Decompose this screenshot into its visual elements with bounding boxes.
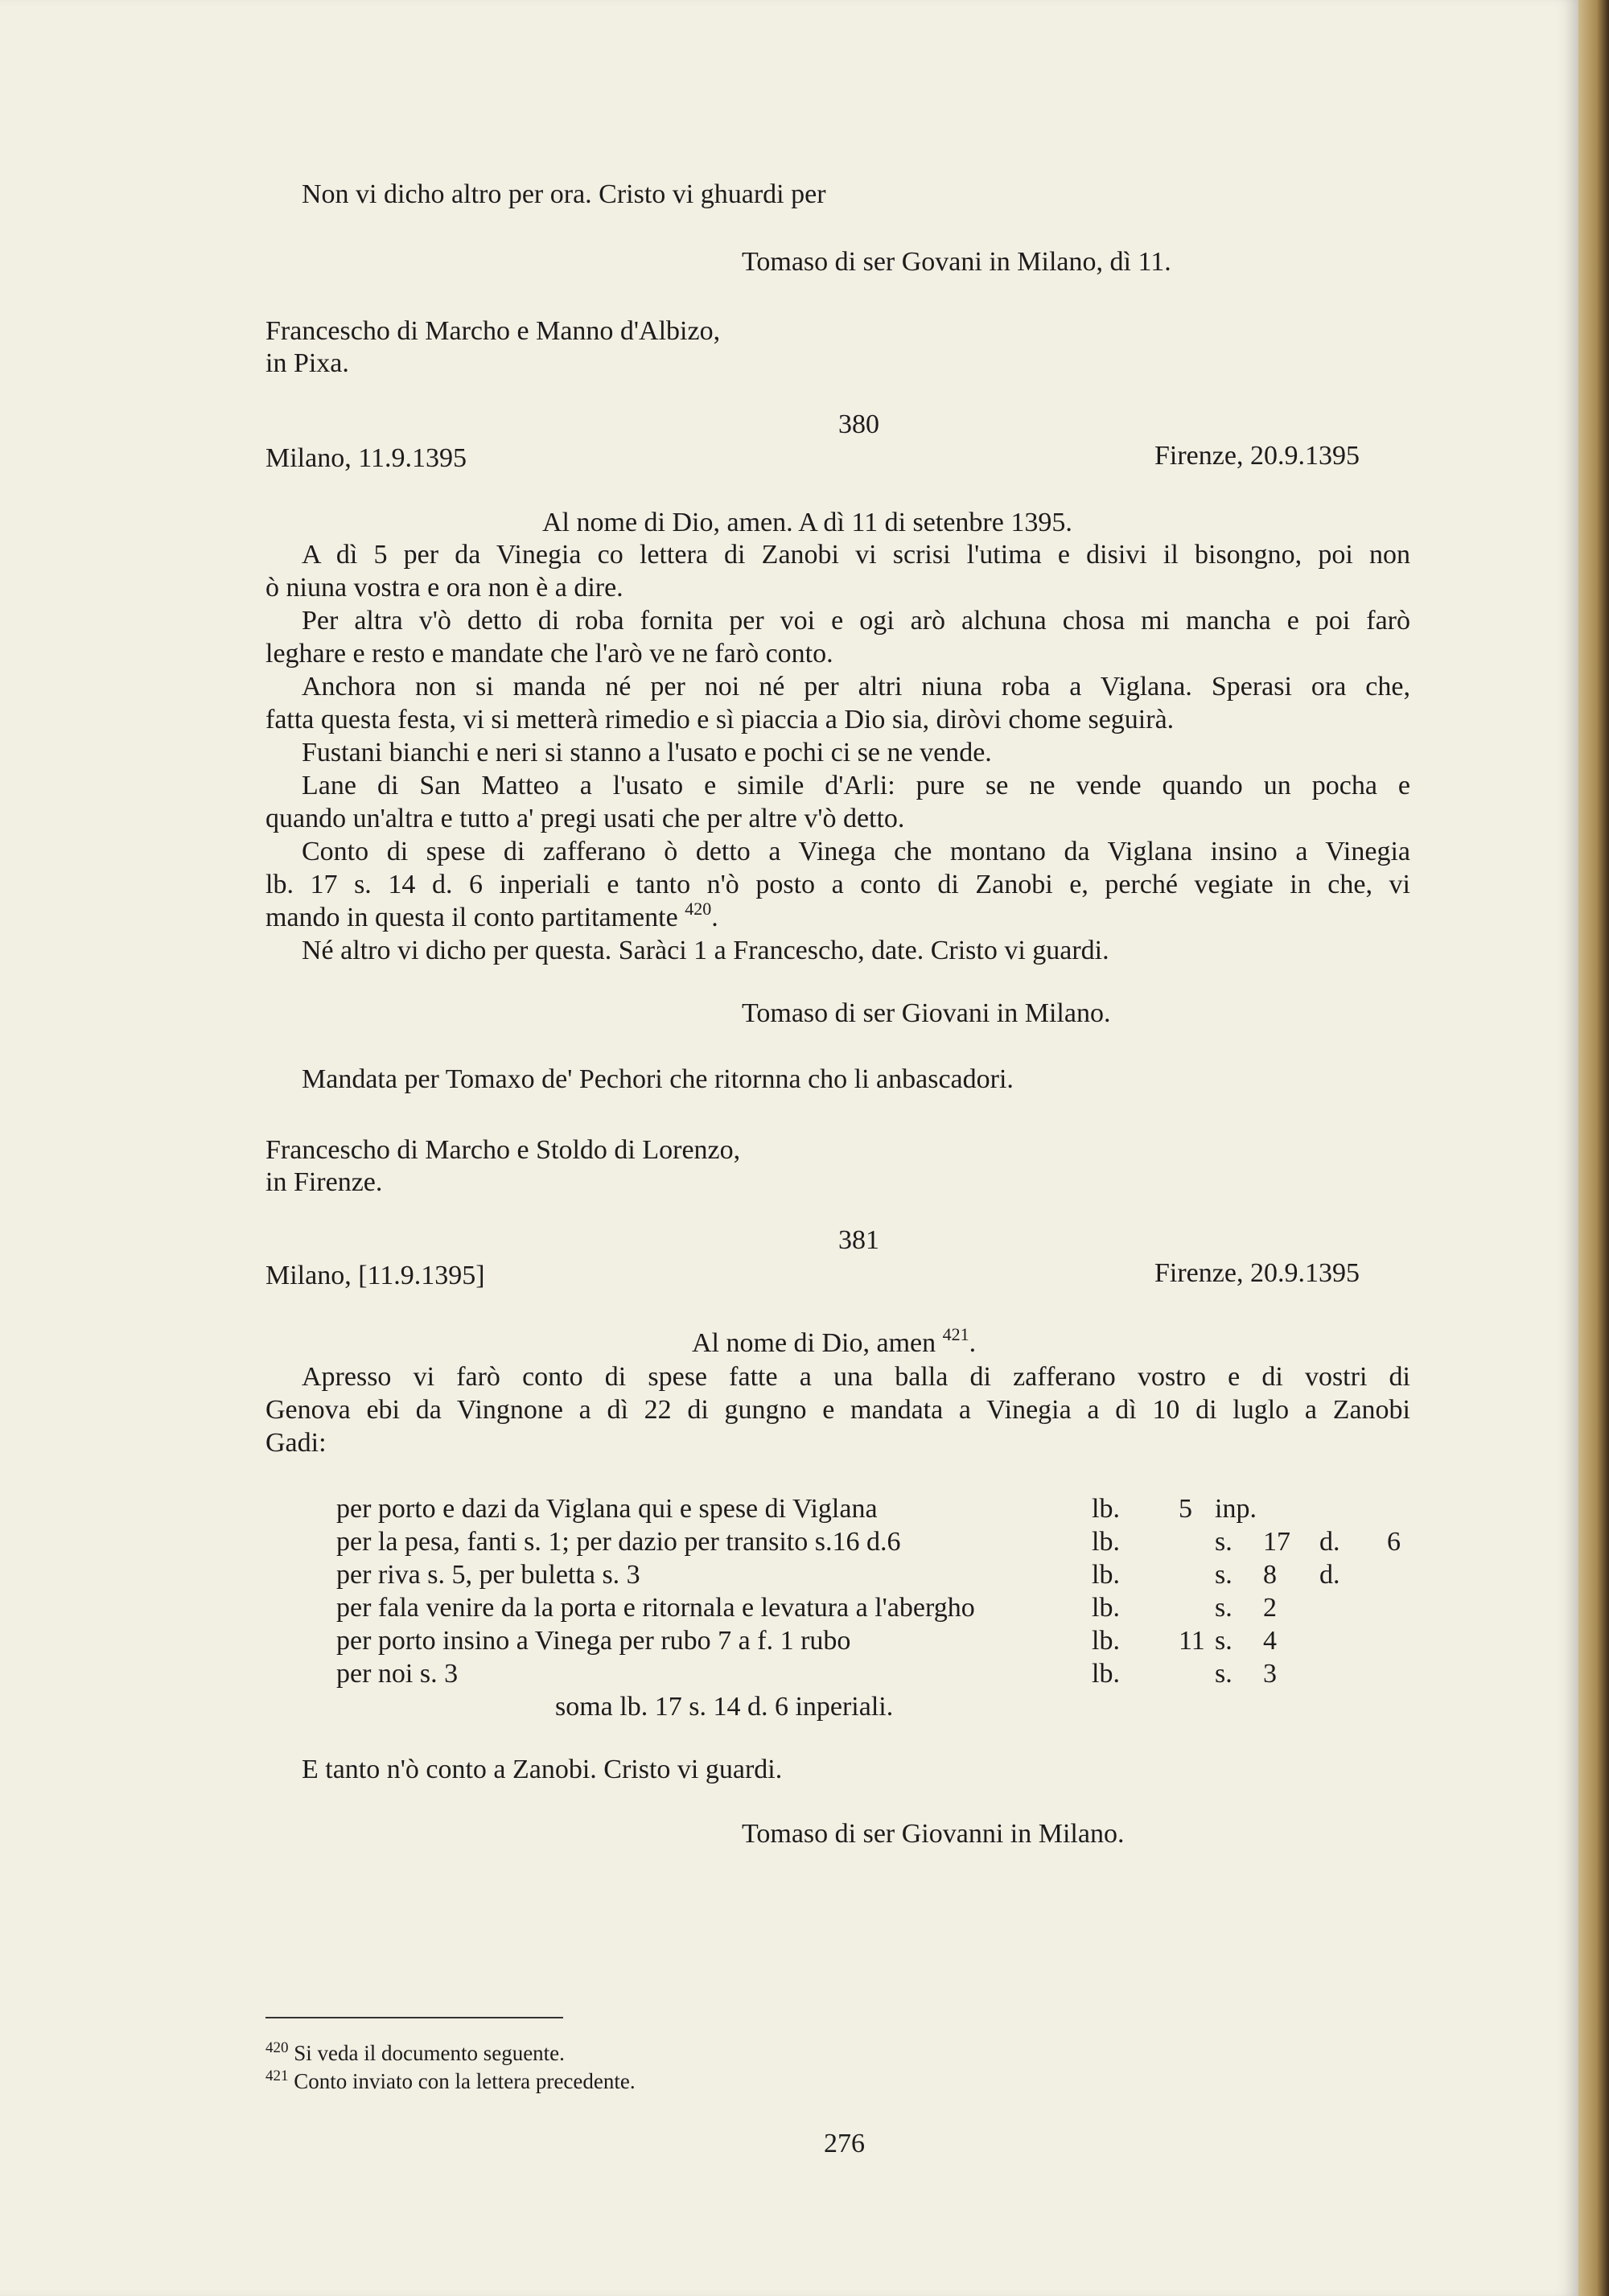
account-s-unit: s. <box>1215 1560 1232 1590</box>
footnote-number: 421 <box>265 2068 289 2084</box>
letter-380-destination: Firenze, 20.9.1395 <box>1154 441 1360 471</box>
letter-380-line: Conto di spese di zafferano ò detto a Vinega che montano da Viglana insino a Vinegia <box>302 837 1410 866</box>
prev-signature: Tomaso di ser Govani in Milano, dì 11. <box>742 247 1171 277</box>
account-lb-value: 11 <box>1179 1626 1205 1656</box>
footnote-420 <box>265 2039 565 2067</box>
account-desc: per porto e dazi da Viglana qui e spese di Viglana <box>336 1494 878 1524</box>
account-desc: per porto insino a Vinega per rubo 7 a f. 1 rubo <box>336 1626 851 1656</box>
account-lb-unit: lb. <box>1092 1593 1120 1623</box>
letter-380-address-1: Francescho di Marcho e Stoldo di Lorenzo, <box>265 1135 741 1165</box>
letter-380-line: A dì 5 per da Vinegia co lettera di Zanobi vi scrisi l'utima e disivi il bisongno, poi non <box>302 540 1410 570</box>
prev-address-2: in Pixa. <box>265 348 349 378</box>
account-s-unit: s. <box>1215 1593 1232 1623</box>
letter-380-line: quando un'altra e tutto a' pregi usati che per altre v'ò detto. <box>265 804 905 833</box>
prev-address-1: Francescho di Marcho e Manno d'Albizo, <box>265 316 721 346</box>
footnote-rule <box>265 2017 563 2018</box>
account-desc: per noi s. 3 <box>336 1659 459 1689</box>
letter-380-line: lb. 17 s. 14 d. 6 inperiali e tanto n'ò posto a conto di Zanobi e, perché vegiate in che, vi <box>265 870 1410 899</box>
footnote-421 <box>265 2068 636 2095</box>
footnote-text: Si veda il documento seguente. <box>294 2041 565 2065</box>
letter-381-closing: E tanto n'ò conto a Zanobi. Cristo vi guardi. <box>302 1755 783 1784</box>
letter-381-destination: Firenze, 20.9.1395 <box>1154 1258 1360 1288</box>
account-lb-value: 5 <box>1179 1494 1192 1524</box>
account-s-value: 17 <box>1263 1527 1290 1557</box>
account-lb-unit: lb. <box>1092 1659 1120 1689</box>
letter-381-line: Apresso vi farò conto di spese fatte a una balla di zafferano vostro e di vostri di <box>302 1362 1410 1392</box>
account-s-value: 8 <box>1263 1560 1277 1590</box>
letter-381-line: Gadi: <box>265 1428 327 1458</box>
letter-381-number: 381 <box>838 1225 879 1255</box>
account-d-unit: d. <box>1319 1527 1340 1557</box>
letter-380-line: Lane di San Matteo a l'usato e simile d'Arli: pure se ne vende quando un pocha e <box>302 771 1410 800</box>
account-d-value: 6 <box>1387 1527 1401 1557</box>
letter-380-line: Né altro vi dicho per questa. Saràci 1 a Francescho, date. Cristo vi guardi. <box>302 936 1109 965</box>
book-spine <box>1578 0 1609 2296</box>
footnote-number: 420 <box>265 2039 289 2056</box>
account-s-value: 4 <box>1263 1626 1277 1656</box>
letter-380-signature: Tomaso di ser Giovani in Milano. <box>742 998 1111 1028</box>
account-lb-unit: lb. <box>1092 1494 1120 1524</box>
letter-380-line: Anchora non si manda né per noi né per altri niuna roba a Viglana. Sperasi ora che, <box>302 672 1410 702</box>
letter-380-line-with-ref: mando in questa il conto partitamente $^{420}$. <box>265 899 718 932</box>
account-desc: per fala venire da la porta e ritornala e levatura a l'abergho <box>336 1593 975 1623</box>
account-s-value: 2 <box>1263 1593 1277 1623</box>
letter-381-signature: Tomaso di ser Giovanni in Milano. <box>742 1819 1125 1849</box>
letter-380-line: Fustani bianchi e neri si stanno a l'usato e pochi ci se ne vende. <box>302 738 992 767</box>
letter-380-number: 380 <box>838 409 879 439</box>
account-s-value: 3 <box>1263 1659 1277 1689</box>
account-s-unit: inp. <box>1215 1494 1257 1524</box>
letter-380-line: fatta questa festa, vi si metterà rimedio e sì piaccia a Dio sia, diròvi chome seguirà. <box>265 705 1175 734</box>
account-total: soma lb. 17 s. 14 d. 6 inperiali. <box>555 1692 894 1722</box>
letter-380-origin: Milano, 11.9.1395 <box>265 443 467 473</box>
letter-381-invocation: Al nome di Dio, amen <box>692 1328 936 1358</box>
account-desc: per la pesa, fanti s. 1; per dazio per transito s.16 d.6 <box>336 1527 901 1557</box>
footnote-ref-421[interactable]: 421 <box>942 1324 969 1344</box>
account-lb-unit: lb. <box>1092 1560 1120 1590</box>
page-number: 276 <box>824 2129 865 2158</box>
letter-380-address-2: in Firenze. <box>265 1167 383 1197</box>
account-s-unit: s. <box>1215 1626 1232 1656</box>
account-s-unit: s. <box>1215 1659 1232 1689</box>
prev-closing: Non vi dicho altro per ora. Cristo vi ghuardi per <box>302 179 826 209</box>
footnote-ref-420[interactable]: 420 <box>685 899 712 919</box>
letter-380-line: leghare e resto e mandate che l'arò ve ne farò conto. <box>265 639 833 669</box>
account-desc: per riva s. 5, per buletta s. 3 <box>336 1560 640 1590</box>
letter-380-delivery: Mandata per Tomaxo de' Pechori che ritornna cho li anbascadori. <box>302 1064 1014 1094</box>
letter-381-invocation-line: Al nome di Dio, amen $^{421}$. <box>692 1324 977 1358</box>
account-lb-unit: lb. <box>1092 1626 1120 1656</box>
letter-380-invocation: Al nome di Dio, amen. A dì 11 di setenbre 1395. <box>542 508 1072 537</box>
letter-380-line-text: mando in questa il conto partitamente <box>265 903 678 932</box>
footnote-text: Conto inviato con la lettera precedente. <box>294 2069 636 2093</box>
letter-381-origin: Milano, [11.9.1395] <box>265 1261 485 1290</box>
letter-381-line: Genova ebi da Vingnone a dì 22 di gungno e mandata a Vinegia a dì 10 di luglo a Zanobi <box>265 1395 1410 1425</box>
letter-380-line: Per altra v'ò detto di roba fornita per voi e ogi arò alchuna chosa mi mancha e poi farò <box>302 606 1410 636</box>
letter-380-line: ò niuna vostra e ora non è a dire. <box>265 573 623 603</box>
account-s-unit: s. <box>1215 1527 1232 1557</box>
account-lb-unit: lb. <box>1092 1527 1120 1557</box>
account-d-unit: d. <box>1319 1560 1340 1590</box>
